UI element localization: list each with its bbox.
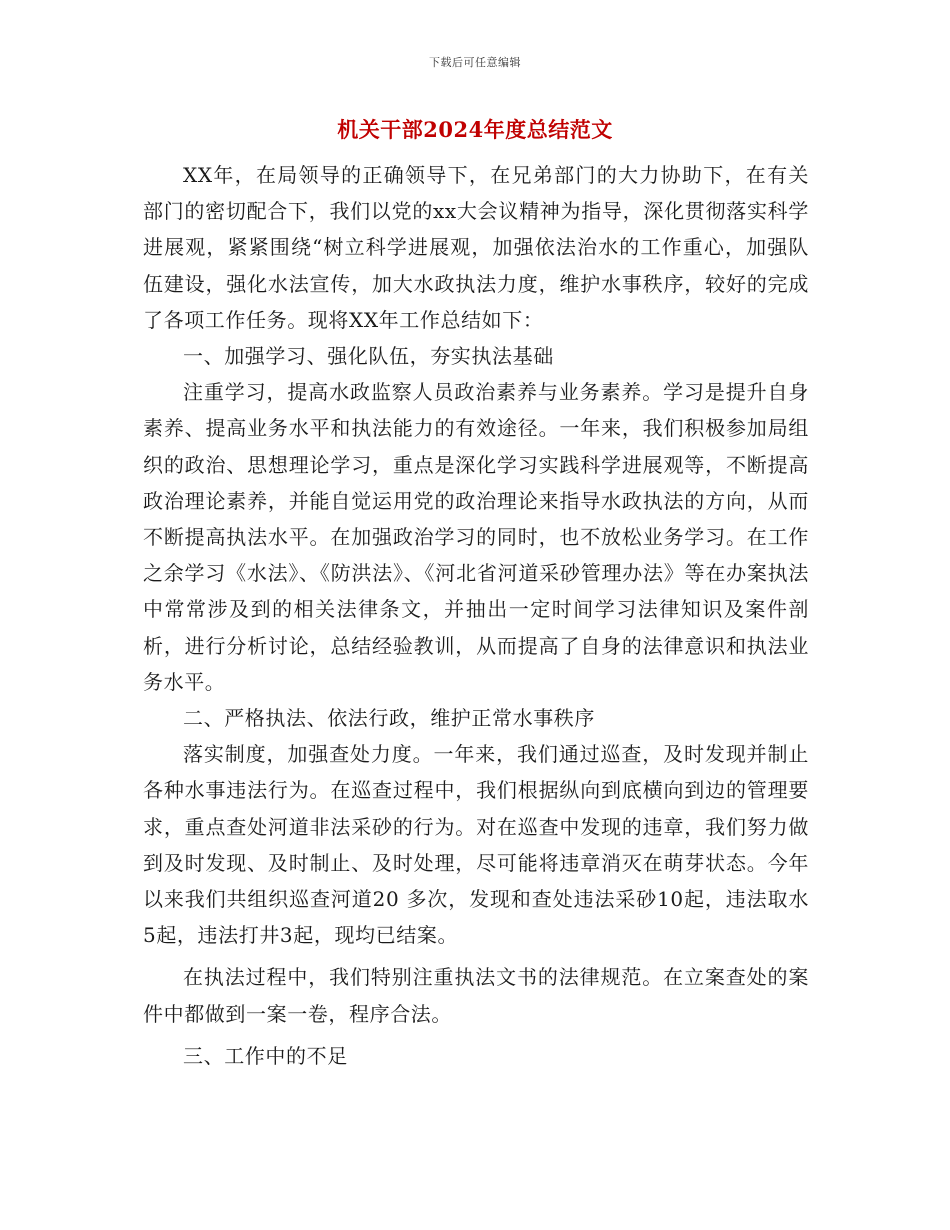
document-title: 机关干部2024年度总结范文 [337,117,613,142]
section-heading-3: 三、工作中的不足 [183,1043,348,1068]
intro-paragraph: XX年，在局领导的正确领导下，在兄弟部门的大力协助下，在有关部门的密切配合下，我们以党的xx大会议精神为指导，深化贯彻落实科学进展观，紧紧围绕“树立科学进展观，加强依法治水的工作重心，加强队伍建设，强化水法宣传，加大水政执法力度，维护水事秩序，较好的完成了各项工作任务。现将XX年工作总结如下： [143,163,809,332]
paragraph-1: 注重学习，提高水政监察人员政治素养与业务素养。学习是提升自身素养、提高业务水平和执法能力的有效途径。一年来，我们积极参加局组织的政治、思想理论学习，重点是深化学习实践科学进展观等，不断提高政治理论素养，并能自觉运用党的政治理论来指导水政执法的方向，从而不断提高执法水平。在加强政治学习的同时，也不放松业务学习。在工作之余学习《水法》、《防洪法》、《河北省河道采砂管理办法》等在办案执法中常常涉及到的相关法律条文，并抽出一定时间学习法律知识及案件剖析，进行分析讨论，总结经验教训，从而提高了自身的法律意识和执法业务水平。 [143,380,809,694]
section-heading-1: 一、加强学习、强化队伍，夯实执法基础 [183,344,554,369]
document-body [143,157,809,1074]
header-note: 下载后可任意编辑 [429,56,521,69]
section-heading-2: 二、严格执法、依法行政，维护正常水事秩序 [183,706,595,731]
paragraph-3: 在执法过程中，我们特别注重执法文书的法律规范。在立案查处的案件中都做到一案一卷，程序合法。 [143,965,809,1026]
paragraph-2: 落实制度，加强查处力度。一年来，我们通过巡查，及时发现并制止各种水事违法行为。在巡查过程中，我们根据纵向到底横向到边的管理要求，重点查处河道非法采砂的行为。对在巡查中发现的违章，我们努力做到及时发现、及时制止、及时处理，尽可能将违章消灭在萌芽状态。今年以来我们共组织巡查河道20 多次，发现和查处违法采砂10起，违法取水5起，违法打井3起，现均已结案。 [143,742,809,948]
